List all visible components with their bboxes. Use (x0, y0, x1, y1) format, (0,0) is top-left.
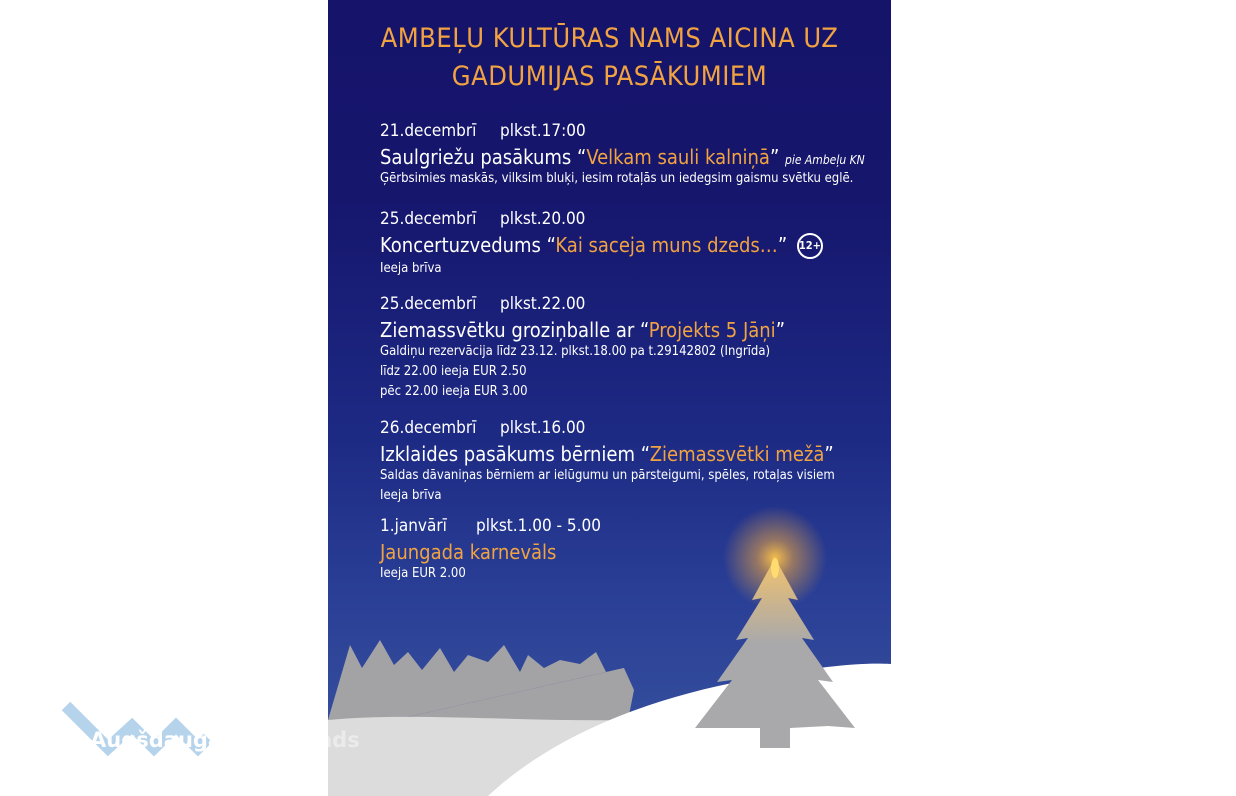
event-4 (380, 418, 835, 506)
event-title: Izklaides pasākums bērniem “Ziemassvētki mežā” (380, 442, 834, 466)
event-5 (380, 516, 601, 584)
event-title: Ziemassvētku groziņballe ar “Projekts 5 Jāņi” (380, 318, 786, 342)
event-date: 25.decembrī (380, 294, 477, 314)
event-3 (380, 294, 785, 402)
event-detail: pēc 22.00 ieeja EUR 3.00 (380, 384, 528, 399)
event-time: plkst.17:00 (500, 121, 586, 141)
poster-title-line1: AMBEĻU KULTŪRAS NAMS AICINA UZ (380, 23, 839, 54)
event-time: plkst.22.00 (500, 294, 586, 314)
event-detail: Galdiņu rezervācija līdz 23.12. plkst.18.00 pa t.29142802 (Ingrīda) (380, 344, 771, 359)
watermark-logo (60, 700, 380, 760)
event-detail: Ieeja EUR 2.00 (380, 566, 466, 581)
event-location: pie Ambeļu KN (784, 153, 865, 167)
watermark-text-left: Augšdaugava (90, 728, 250, 752)
watermark-text-right: ads (318, 728, 360, 752)
event-1 (380, 121, 865, 189)
event-title: Koncertuzvedums “Kai saceja muns dzeds…” 12+ (380, 233, 821, 257)
event-detail: Ieeja brīva (380, 261, 442, 276)
event-date: 21.decembrī (380, 121, 477, 141)
age-limit-badge: 12+ (797, 233, 823, 259)
event-poster (328, 0, 891, 796)
event-time: plkst.20.00 (500, 209, 586, 229)
event-detail: Ģērbsimies maskās, vilksim bluķi, iesim rotaļās un iedegsim gaismu svētku eglē. (380, 171, 854, 186)
christmas-tree-icon (695, 558, 855, 748)
event-date: 1.janvārī (380, 516, 447, 536)
event-title: Jaungada karnevāls (380, 540, 557, 564)
event-detail: Ieeja brīva (380, 488, 442, 503)
event-detail: līdz 22.00 ieeja EUR 2.50 (380, 364, 527, 379)
event-detail: Saldas dāvaniņas bērniem ar ielūgumu un pārsteigumi, spēles, rotaļas visiem (380, 468, 835, 483)
event-date: 25.decembrī (380, 209, 477, 229)
event-title: Saulgriežu pasākums “Velkam sauli kalniņā” pie Ambeļu KN (380, 145, 865, 169)
event-date: 26.decembrī (380, 418, 477, 438)
poster-title-line2: GADUMIJAS PASĀKUMIEM (451, 61, 768, 92)
event-2 (380, 209, 823, 279)
event-time: plkst.16.00 (500, 418, 586, 438)
event-time: plkst.1.00 - 5.00 (476, 516, 601, 536)
